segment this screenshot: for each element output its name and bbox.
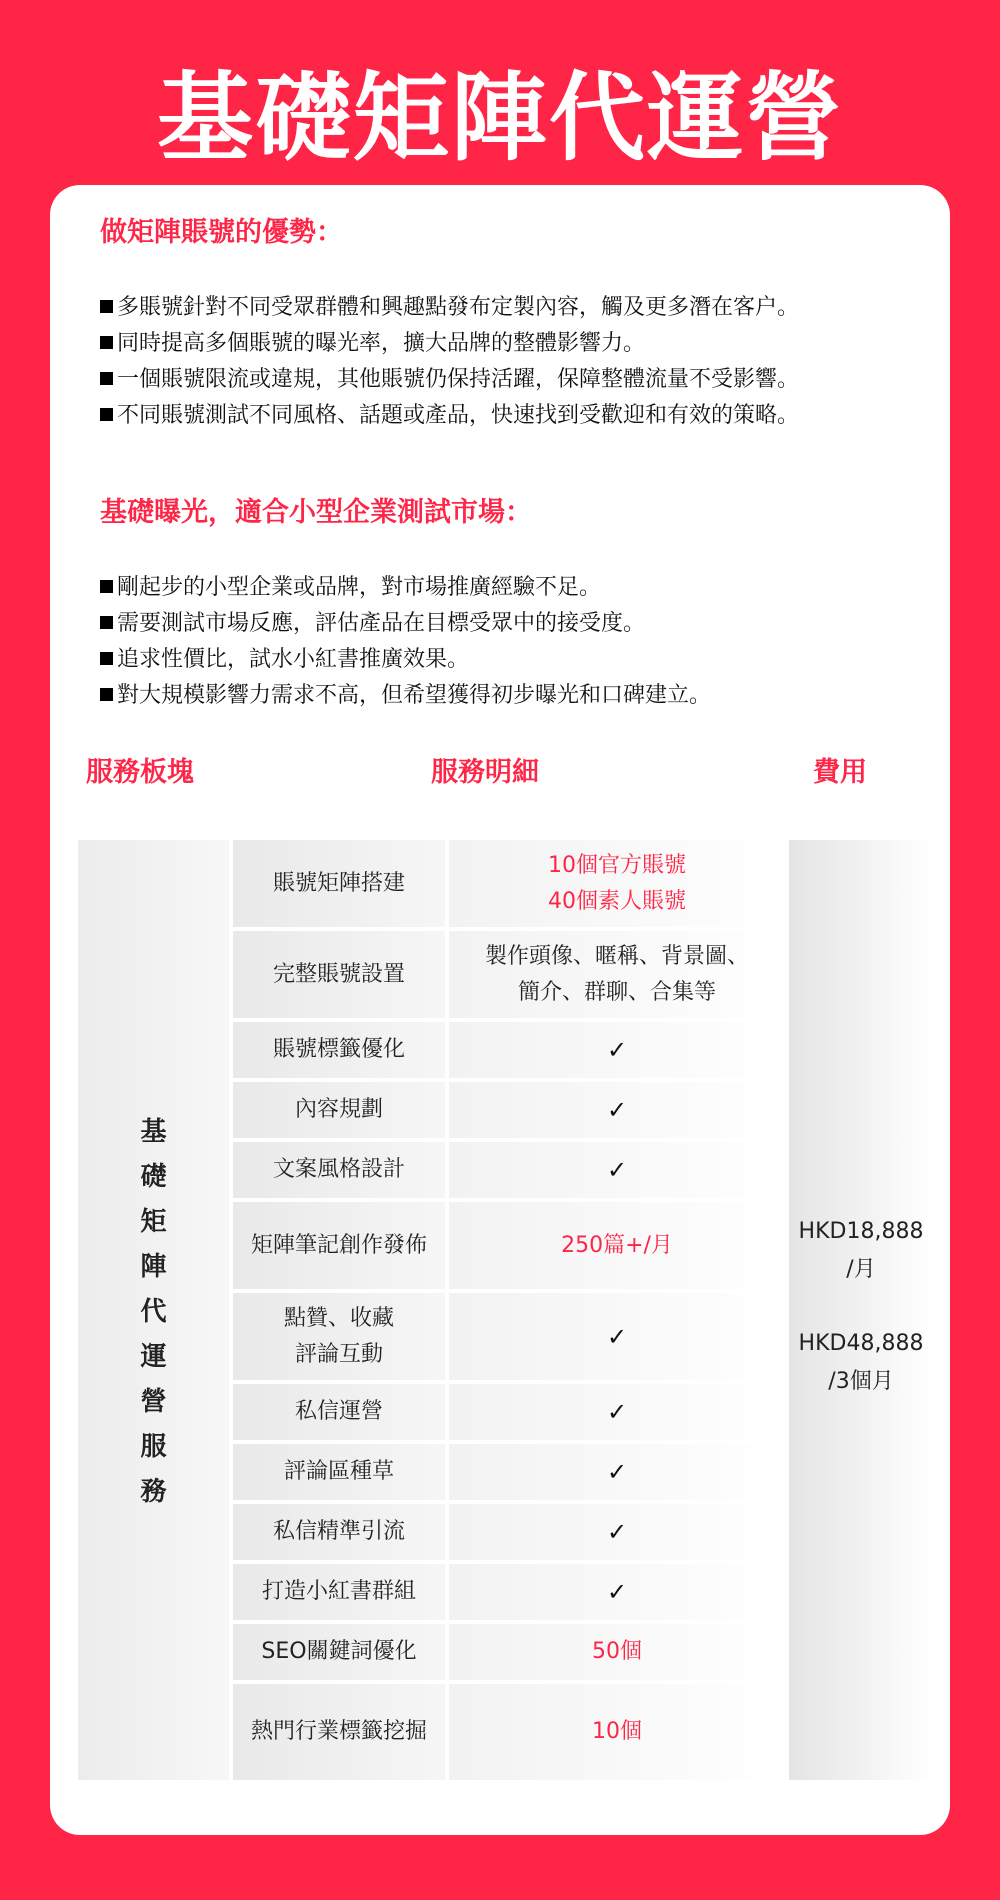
service-item: 完整賬號設置 (233, 931, 445, 1018)
category-char: 服 (140, 1432, 167, 1462)
list-item: 剛起步的小型企業或品牌，對市場推廣經驗不足。 (100, 570, 930, 606)
service-detail: 製作頭像、暱稱、背景圖、 簡介、群聊、合集等 (449, 931, 785, 1018)
check-icon: ✓ (449, 1444, 785, 1500)
service-item: 賬號矩陣搭建 (233, 840, 445, 927)
table-row (233, 1022, 785, 1078)
service-detail: 10個官方賬號 40個素人賬號 (449, 840, 785, 927)
square-bullet-icon (100, 580, 113, 593)
table-row (233, 1684, 785, 1780)
table-row (233, 931, 785, 1018)
service-item: 評論區種草 (233, 1444, 445, 1500)
check-icon: ✓ (449, 1293, 785, 1380)
service-item: 矩陣筆記創作發佈 (233, 1202, 445, 1289)
square-bullet-icon (100, 652, 113, 665)
price-monthly (789, 1213, 933, 1289)
advantages-heading: 做矩陣賬號的優勢： (100, 217, 343, 248)
category-char: 陣 (140, 1252, 167, 1282)
square-bullet-icon (100, 688, 113, 701)
category-char: 矩 (140, 1207, 167, 1237)
service-item: 文案風格設計 (233, 1142, 445, 1198)
table-row (233, 1624, 785, 1680)
check-icon: ✓ (449, 1022, 785, 1078)
list-item: 需要測試市場反應，評估產品在目標受眾中的接受度。 (100, 606, 930, 642)
service-item: 打造小紅書群組 (233, 1564, 445, 1620)
list-item: 對大規模影響力需求不高，但希望獲得初步曝光和口碑建立。 (100, 678, 930, 714)
category-char: 基 (140, 1117, 167, 1147)
check-icon: ✓ (449, 1564, 785, 1620)
square-bullet-icon (100, 372, 113, 385)
category-label (78, 1110, 229, 1515)
table-row (233, 840, 785, 927)
service-item: 私信精準引流 (233, 1504, 445, 1560)
check-icon: ✓ (449, 1082, 785, 1138)
list-item: 一個賬號限流或違規，其他賬號仍保持活躍，保障整體流量不受影響。 (100, 362, 930, 398)
basic-list (100, 570, 930, 714)
list-item: 多賬號針對不同受眾群體和興趣點發布定製內容，觸及更多潛在客户。 (100, 290, 930, 326)
square-bullet-icon (100, 336, 113, 349)
service-item: 點贊、收藏 評論互動 (233, 1293, 445, 1380)
service-detail: 250篇+/月 (449, 1202, 785, 1289)
square-bullet-icon (100, 300, 113, 313)
column-header-fee: 費用 (813, 757, 867, 788)
service-detail: 50個 (449, 1624, 785, 1680)
table-row (233, 1293, 785, 1380)
category-char: 營 (140, 1387, 167, 1417)
square-bullet-icon (100, 616, 113, 629)
square-bullet-icon (100, 408, 113, 421)
list-item: 同時提高多個賬號的曝光率，擴大品牌的整體影響力。 (100, 326, 930, 362)
column-header-category: 服務板塊 (86, 757, 194, 788)
category-char: 代 (140, 1297, 167, 1327)
table-row (233, 1142, 785, 1198)
price-quarterly-amount: HKD48,888 (798, 1331, 924, 1356)
category-char: 運 (140, 1342, 167, 1372)
table-row (233, 1504, 785, 1560)
service-item: SEO關鍵詞優化 (233, 1624, 445, 1680)
check-icon: ✓ (449, 1504, 785, 1560)
basic-heading: 基礎曝光，適合小型企業測試市場： (100, 497, 532, 528)
category-char: 礎 (140, 1162, 167, 1192)
price-quarterly (789, 1325, 933, 1401)
price-monthly-unit: /月 (846, 1257, 876, 1282)
table-row (233, 1444, 785, 1500)
table-row (233, 1564, 785, 1620)
content-card (50, 185, 950, 1835)
table-row (233, 1202, 785, 1289)
page-title: 基礎矩陣代運營 (157, 62, 843, 174)
table-row (233, 1384, 785, 1440)
list-item: 不同賬號測試不同風格、話題或產品，快速找到受歡迎和有效的策略。 (100, 398, 930, 434)
fee-cell (789, 840, 933, 1780)
category-cell (78, 840, 229, 1780)
price-monthly-amount: HKD18,888 (798, 1219, 924, 1244)
service-item: 私信運營 (233, 1384, 445, 1440)
service-table (78, 840, 933, 1780)
category-char: 務 (140, 1477, 167, 1507)
price-quarterly-unit: /3個月 (828, 1369, 894, 1394)
table-row (233, 1082, 785, 1138)
service-detail: 10個 (449, 1684, 785, 1780)
column-header-detail: 服務明細 (431, 757, 539, 788)
advantages-list (100, 290, 930, 434)
list-item: 追求性價比，試水小紅書推廣效果。 (100, 642, 930, 678)
service-item: 熱門行業標籤挖掘 (233, 1684, 445, 1780)
service-item: 內容規劃 (233, 1082, 445, 1138)
check-icon: ✓ (449, 1384, 785, 1440)
service-item: 賬號標籤優化 (233, 1022, 445, 1078)
check-icon: ✓ (449, 1142, 785, 1198)
